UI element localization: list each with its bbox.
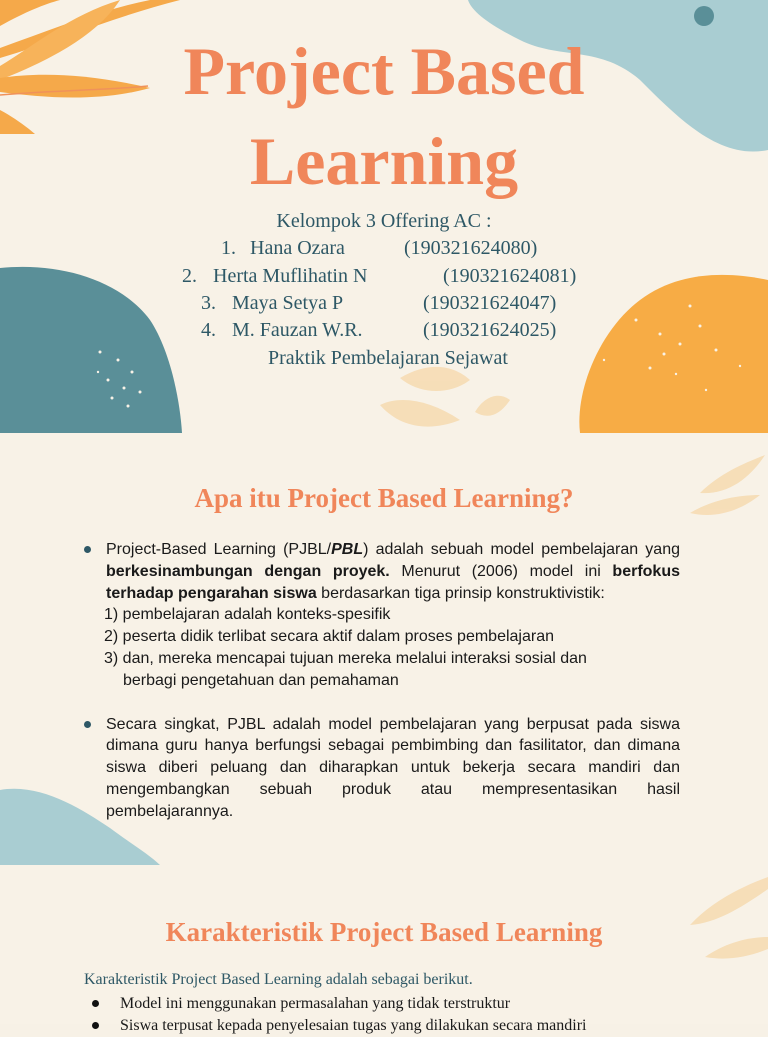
member-number: 3. — [201, 292, 216, 314]
faint-leaves — [380, 367, 510, 427]
list-item — [84, 714, 680, 823]
list-item-text: Model ini menggunakan permasalahan yang tidak terstruktur — [120, 995, 511, 1012]
member-name: Hana Ozara — [250, 237, 345, 259]
list-item — [92, 993, 692, 1015]
definition-list — [84, 539, 680, 823]
member-nim: (190321624080) — [404, 237, 538, 259]
principle-item: 2) peserta didik terlibat secara aktif dalam proses pembelajaran — [104, 628, 555, 646]
text-segment: Secara singkat, PJBL adalah model pembelajaran yang berpusat pada siswa dimana guru hanya berfungsi sebagai pembimbing dan fasilitator, dan dimana siswa diberi peluang dan diharapkan untuk bekerja secara mandiri dan mengembangkan sebuah produk atau mempresentasikan hasil pembelajarannya. — [106, 715, 680, 820]
member-name: Maya Setya P — [232, 292, 344, 314]
text-segment: Project-Based Learning (PJBL/ — [106, 541, 332, 558]
member-row — [0, 235, 768, 262]
title-slide — [0, 0, 768, 433]
title-line-2: Learning — [249, 123, 519, 199]
intro-text: Karakteristik Project Based Learning adalah sebagai berikut. — [84, 971, 473, 988]
member-name: Herta Muflihatin N — [213, 265, 368, 287]
member-number: 2. — [182, 265, 197, 287]
member-row — [0, 317, 768, 344]
member-nim: (190321624047) — [423, 292, 557, 314]
member-row — [0, 290, 768, 317]
text-segment: ) adalah sebuah model pembelajaran yang — [363, 541, 681, 558]
member-nim: (190321624081) — [443, 265, 577, 287]
title-line-1: Project Based — [183, 33, 585, 109]
bullet-icon — [92, 1000, 99, 1007]
definition-slide — [0, 433, 768, 865]
dot-teal — [694, 6, 714, 26]
text-segment: berdasarkan tiga prinsip konstruktivistik: — [316, 584, 605, 602]
principle-item: 3) dan, mereka mencapai tujuan mereka melalui interaksi sosial dan — [104, 649, 587, 667]
page-title — [0, 26, 768, 206]
member-number: 1. — [221, 237, 236, 259]
list-item-text: Siswa terpusat kepada penyelesaian tugas yang dilakukan secara mandiri — [120, 1017, 587, 1034]
section-heading: Apa itu Project Based Learning? — [194, 483, 574, 513]
member-number: 4. — [201, 319, 216, 341]
list-item — [84, 539, 680, 604]
text-segment-bold: berfokus terhadap pengarahan siswa — [106, 562, 680, 602]
bullet-icon — [84, 546, 91, 553]
bullet-icon — [92, 1022, 99, 1029]
member-name: M. Fauzan W.R. — [232, 319, 363, 341]
section-heading: Karakteristik Project Based Learning — [165, 917, 603, 947]
text-segment-bold: berkesinambungan dengan proyek. — [106, 562, 390, 580]
course-name: Praktik Pembelajaran Sejawat — [268, 347, 508, 369]
characteristics-list — [92, 993, 692, 1037]
characteristics-slide — [0, 865, 768, 1034]
group-label: Kelompok 3 Offering AC : — [276, 210, 492, 232]
text-segment: Menurut (2006) model ini — [389, 562, 613, 580]
list-item — [92, 1015, 692, 1037]
text-segment-emphasis: PBL — [331, 541, 364, 558]
member-row — [0, 263, 768, 290]
bullet-icon — [84, 721, 91, 728]
principle-item-continued: berbagi pengetahuan dan pemahaman — [123, 671, 399, 689]
member-nim: (190321624025) — [423, 319, 557, 341]
principle-item: 1) pembelajaran adalah konteks-spesifik — [104, 606, 391, 624]
